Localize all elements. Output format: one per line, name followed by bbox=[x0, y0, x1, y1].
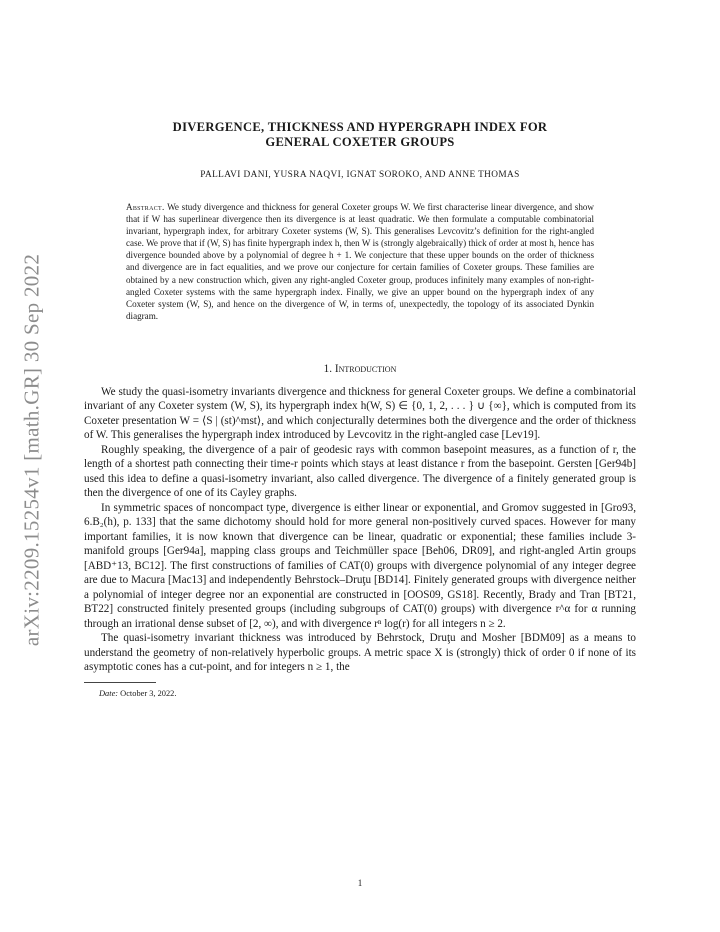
arxiv-identifier-stamp bbox=[10, 230, 54, 670]
author-list: PALLAVI DANI, YUSRA NAQVI, IGNAT SOROKO, AND ANNE THOMAS bbox=[200, 170, 520, 180]
paper-title bbox=[84, 120, 636, 150]
date-footnote bbox=[84, 689, 636, 698]
footnote-text: October 3, 2022. bbox=[120, 688, 177, 698]
title-line-2: GENERAL COXETER GROUPS bbox=[265, 135, 455, 149]
footnote-divider bbox=[84, 682, 156, 683]
section-number: 1. bbox=[323, 362, 333, 375]
abstract-label: Abstract. bbox=[126, 202, 165, 212]
arxiv-identifier-text: arXiv:2209.15254v1 [math.GR] 30 Sep 2022 bbox=[19, 253, 44, 647]
paper-page bbox=[84, 120, 636, 698]
abstract-text: We study divergence and thickness for general Coxeter groups W. We first characterise linear divergence, and show that if W has superlinear divergence then its divergence is at least quadratic. We then formulate a computable combinatorial invariant, hypergraph index, for arbitrary Coxeter systems (W, S). This generalises Levcovitz’s definition for the right-angled case. We prove that if (W, S) has finite hypergraph index h, then W is (strongly algebraically) thick of order at most h, hence has divergence bounded above by a polynomial of degree h + 1. We conjecture that these upper bounds on the order of thickness and divergence are in fact equalities, and we prove our conjecture for certain families of Coxeter groups. These families are obtained by a new construction which, given any right-angled Coxeter group, produces infinitely many examples of non-right-angled Coxeter systems with the same hypergraph index. Finally, we give an upper bound on the hypergraph index of any Coxeter system (W, S), and hence on the divergence of W, in terms of, unexpectedly, the topology of its associated Dynkin diagram. bbox=[126, 202, 594, 321]
body-paragraph: We study the quasi-isometry invariants divergence and thickness for general Coxeter groups. We define a combinatorial invariant of any Coxeter system (W, S), its hypergraph index h(W, S) ∈ {0, 1, 2, . . . } ∪ {∞}, which is computed from its Coxeter presentation W = ⟨S | (st)^mst⟩, and which conjecturally determines both the divergence and the order of thickness of W. This generalises the hypergraph index introduced by Levcovitz in the right-angled case [Lev19]. bbox=[84, 385, 636, 442]
footnote-label: Date: bbox=[99, 688, 119, 698]
body-paragraph: The quasi-isometry invariant thickness was introduced by Behrstock, Druţu and Mosher [BDM09] as a means to understand the geometry of non-relatively hyperbolic groups. A metric space X is (strongly) thick of order 0 if none of its asymptotic cones has a cut-point, and for integers n ≥ 1, the bbox=[84, 632, 636, 674]
page-number: 1 bbox=[357, 878, 363, 888]
section-title: Introduction bbox=[334, 362, 397, 375]
body-paragraph: In symmetric spaces of noncompact type, divergence is either linear or exponential, and Gromov suggested in [Gro93, 6.B₂(h), p. 133] that the same dichotomy should hold for more general non-positively curved spaces. However for many important families, it is now known that divergence can be linear, quadratic or exponential; these families include 3-manifold groups [Ger94a], mapping class groups and Teichmüller space [Beh06, DR09], and right-angled Artin groups [ABD⁺13, BC12]. The first constructions of families of CAT(0) groups with divergence polynomial of any integer degree are due to Macura [Mac13] and independently Behrstock–Druţu [BD14]. Finitely generated groups with divergence neither a polynomial of integer degree nor an exponential are constructed in [OOS09, GS18]. Recently, Brady and Tran [BT21, BT22] constructed finitely presented groups (including subgroups of CAT(0) groups) with divergence r^α for α running through an irrational dense subset of [2, ∞), and with divergence rⁿ log(r) for all integers n ≥ 2. bbox=[84, 501, 636, 630]
title-line-1: DIVERGENCE, THICKNESS AND HYPERGRAPH INDEX FOR bbox=[172, 120, 548, 134]
abstract bbox=[126, 201, 594, 322]
body-paragraph: Roughly speaking, the divergence of a pair of geodesic rays with common basepoint measures, as a function of r, the length of a shortest path connecting their time-r points which stays at least distance r from the basepoint. Gersten [Ger94b] used this idea to define a quasi-isometry invariant, also called divergence. The divergence of a finitely generated group is then the divergence of one of its Cayley graphs. bbox=[84, 443, 636, 500]
section-heading bbox=[84, 363, 636, 375]
